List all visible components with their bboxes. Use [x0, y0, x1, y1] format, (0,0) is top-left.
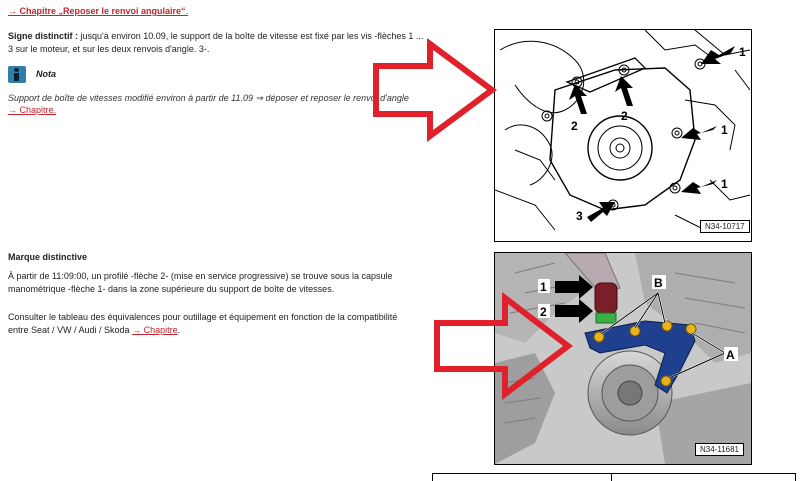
note-title: Nota — [36, 69, 56, 79]
signe-distinctif-text-2: 3 sur le moteur, et sur les deux renvois d'angle. 3-. — [8, 44, 210, 54]
red-arrow-top — [376, 44, 492, 136]
fig2-label-1: 1 — [540, 280, 547, 294]
note-link-suffix: . — [53, 105, 57, 115]
tableau-text-1: Consulter le tableau des équivalences pour outillage et équipement en fonction de la compatibilité — [8, 312, 398, 322]
marque-distinctive-paragraph-1 — [8, 270, 486, 296]
fig1-label-2b: 2 — [621, 109, 628, 123]
fig2-label-2: 2 — [540, 305, 547, 319]
fig1-label-3: 3 — [576, 209, 583, 223]
fig2-label-a: A — [726, 348, 735, 362]
marque-distinctive-paragraph-2 — [8, 311, 486, 337]
figure-2-code: N34-11681 — [695, 443, 744, 456]
marque-text-1: À partir de 11:09:00, un profilé -flèche 2- (mise en service progressive) se trouve sous la capsule — [8, 271, 393, 281]
fig2-label-b: B — [654, 276, 663, 290]
note-chapter-link[interactable]: → Chapitre — [8, 105, 54, 115]
note-body: Support de boîte de vitesses modifié environ à partir de 11.09 ⇒ déposer et reposer le renvoi d'angle — [8, 93, 409, 103]
signe-distinctif-text-1: jusqu'à environ 10.09, le support de la boîte de vitesse est fixé par les vis -flèches 1 ... — [78, 31, 424, 41]
figure-1-code: N34-10717 — [700, 220, 750, 233]
signe-distinctif-label: Signe distinctif : — [8, 31, 79, 41]
marque-text-2: manométrique -flèche 1- dans la zone supérieure du support de boîte de vitesses. — [8, 284, 335, 294]
fig1-label-2a: 2 — [571, 119, 578, 133]
tableau-chapter-link[interactable]: → Chapitre — [132, 325, 178, 335]
fig1-label-1c: 1 — [721, 177, 728, 191]
fig1-label-1b: 1 — [721, 123, 728, 137]
tableau-text-2: entre Seat / VW / Audi / Skoda — [8, 325, 130, 335]
marque-distinctive-heading: Marque distinctive — [8, 252, 88, 262]
fig1-label-1a: 1 — [739, 45, 746, 59]
tableau-suffix: . — [177, 325, 181, 335]
chapter-link-suffix: . — [185, 6, 189, 16]
chapter-link-reposer[interactable]: → Chapitre „Reposer le renvoi angulaire“ — [8, 6, 186, 16]
